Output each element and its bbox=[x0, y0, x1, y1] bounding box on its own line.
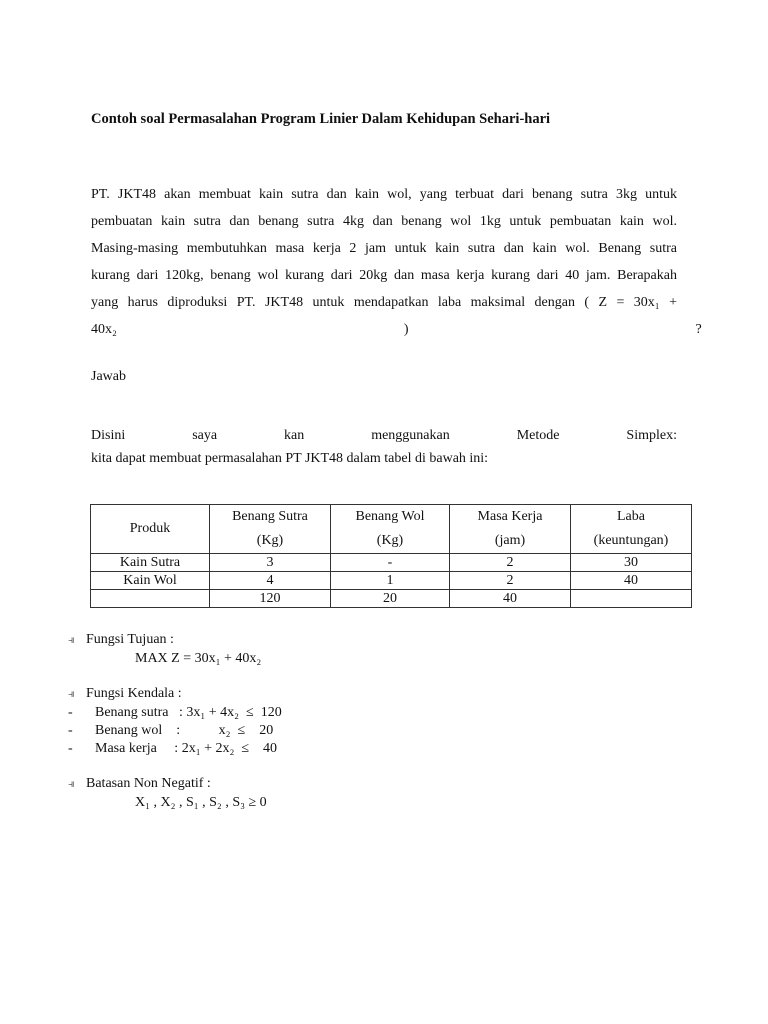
answer-heading: Jawab bbox=[91, 369, 126, 384]
table-header-row bbox=[91, 505, 692, 554]
table-cell: 30 bbox=[571, 554, 692, 572]
table-cell: 2 bbox=[450, 572, 571, 590]
table-cell: Kain Sutra bbox=[91, 554, 210, 572]
table-cell: 40 bbox=[571, 572, 692, 590]
problem-line: Masing-masing membutuhkan masa kerja 2 jam untuk kain sutra dan kain wol. Benang sutra bbox=[91, 241, 677, 256]
arrow-corner-icon: ⫣ bbox=[68, 687, 75, 700]
page-title: Contoh soal Permasalahan Program Linier Dalam Kehidupan Sehari-hari bbox=[91, 111, 551, 127]
constraint-item: - Benang wol : x₂ ≤ 20 bbox=[68, 723, 274, 738]
table-cell bbox=[571, 590, 692, 608]
intro-text bbox=[91, 422, 677, 472]
table-header-cell: Benang Wol (Kg) bbox=[331, 505, 450, 554]
arrow-corner-icon: ⫣ bbox=[68, 633, 75, 646]
table-cell: 3 bbox=[210, 554, 331, 572]
table-cell: 1 bbox=[331, 572, 450, 590]
intro-line: Disini saya kan menggunakan Metode Simplex: bbox=[91, 428, 677, 443]
table-cell: 2 bbox=[450, 554, 571, 572]
problem-line: PT. JKT48 akan membuat kain sutra dan kain wol, yang terbuat dari benang sutra 3kg untuk bbox=[91, 187, 677, 202]
constraint-item: - Masa kerja : 2x₁ + 2x₂ ≤ 40 bbox=[68, 741, 278, 756]
problem-line: kurang dari 120kg, benang wol kurang dari 20kg dan masa kerja kurang dari 40 jam. Berapakah bbox=[91, 268, 677, 283]
table-header-cell: Benang Sutra (Kg) bbox=[210, 505, 331, 554]
nonnegativity-expression: X₁ , X₂ , S₁ , S₂ , S₃ ≥ 0 bbox=[135, 795, 267, 810]
problem-line: 40x₂ ) ? bbox=[91, 322, 702, 337]
problem-line: pembuatan kain sutra dan benang sutra 4kg dan benang wol 1kg untuk pembuatan kain wol. bbox=[91, 214, 677, 229]
table-cell: 20 bbox=[331, 590, 450, 608]
table-cell: Kain Wol bbox=[91, 572, 210, 590]
objective-heading: ⫣ Fungsi Tujuan : bbox=[68, 632, 174, 647]
intro-line: kita dapat membuat permasalahan PT JKT48 dalam tabel di bawah ini: bbox=[91, 451, 489, 466]
nonnegativity-heading: ⫣ Batasan Non Negatif : bbox=[68, 776, 211, 791]
table-cell: 40 bbox=[450, 590, 571, 608]
data-table bbox=[90, 504, 692, 608]
table-header-cell: Laba (keuntungan) bbox=[571, 505, 692, 554]
table-row bbox=[91, 572, 692, 590]
constraint-item: - Benang sutra : 3x₁ + 4x₂ ≤ 120 bbox=[68, 705, 282, 720]
arrow-corner-icon: ⫣ bbox=[68, 777, 75, 790]
table-cell: 120 bbox=[210, 590, 331, 608]
table-cell bbox=[91, 590, 210, 608]
table-cell: 4 bbox=[210, 572, 331, 590]
table-cell: - bbox=[331, 554, 450, 572]
problem-line: yang harus diproduksi PT. JKT48 untuk mendapatkan laba maksimal dengan ( Z = 30x₁ + bbox=[91, 295, 677, 310]
constraints-heading: ⫣ Fungsi Kendala : bbox=[68, 686, 182, 701]
objective-expression: MAX Z = 30x₁ + 40x₂ bbox=[135, 651, 262, 666]
table-header-cell: Produk bbox=[91, 505, 210, 554]
table-header-cell: Masa Kerja (jam) bbox=[450, 505, 571, 554]
table-row bbox=[91, 590, 692, 608]
problem-paragraph bbox=[91, 181, 702, 343]
table-row bbox=[91, 554, 692, 572]
